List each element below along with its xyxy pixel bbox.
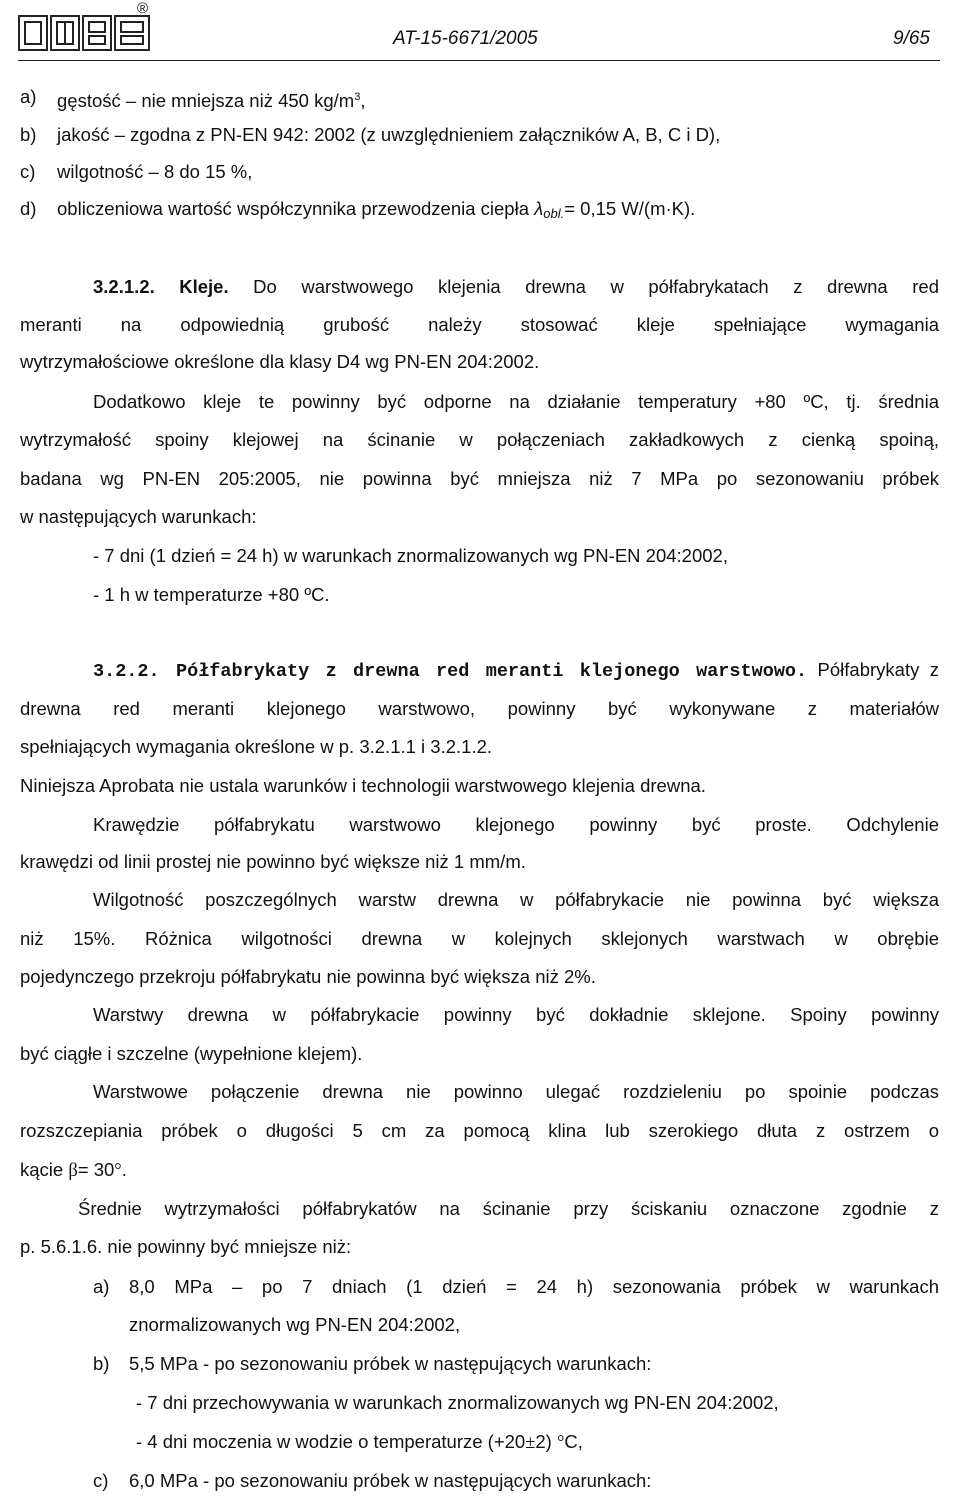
paragraph-line: Warstwowe połączenie drewna nie powinno ulegać rozdzieleniu po spoinie podczas <box>93 1081 939 1102</box>
paragraph-line: być ciągłe i szczelne (wypełnione klejem). <box>20 1043 363 1064</box>
list-text: znormalizowanych wg PN-EN 204:2002, <box>129 1314 461 1335</box>
text: . <box>121 1159 127 1180</box>
superscript: 3 <box>354 91 361 103</box>
paragraph-line <box>93 276 939 298</box>
paragraph-line: wytrzymałościowe określone dla klasy D4 wg PN-EN 204:2002. <box>20 351 540 372</box>
header-rule <box>18 60 940 61</box>
paragraph-line: niż 15%. Różnica wilgotności drewna w kolejnych sklejonych warstwach w obrębie <box>20 928 939 949</box>
list-text: 5,5 MPa - po sezonowaniu próbek w następujących warunkach: <box>129 1353 652 1374</box>
text: - 4 dni moczenia w wodzie o temperaturze (+20 <box>136 1431 526 1452</box>
paragraph-line: pojedynczego przekroju półfabrykatu nie powinna być większa niż 2%. <box>20 966 596 987</box>
page-header <box>0 0 960 62</box>
condition-item: - 1 h w temperaturze +80 ºC. <box>93 584 330 605</box>
list-text: 8,0 MPa – po 7 dniach (1 dzień = 24 h) sezonowania próbek w warunkach <box>129 1276 939 1297</box>
list-text <box>57 198 695 222</box>
list-text: jakość – zgodna z PN-EN 942: 2002 (z uwzględnieniem załączników A, B, C i D), <box>57 124 721 145</box>
paragraph-line: w następujących warunkach: <box>20 506 257 527</box>
list-text-tail: = 0,15 W/(m·K). <box>564 198 696 219</box>
paragraph-line: Wilgotność poszczególnych warstw drewna w półfabrykacie nie powinna być większa <box>93 889 939 910</box>
registered-mark: ® <box>137 0 149 17</box>
list-text-main: gęstość – nie mniejsza niż 450 kg/m <box>57 90 355 112</box>
paragraph-line: meranti na odpowiednią grubość należy stosować kleje spełniające wymagania <box>20 314 939 335</box>
text: Do warstwowego klejenia drewna w półfabrykatach z drewna red <box>253 276 939 297</box>
text: 2) <box>535 1431 552 1452</box>
section-heading: 3.2.1.2. Kleje. <box>93 276 229 297</box>
condition-item: - 7 dni przechowywania w warunkach znormalizowanych wg PN-EN 204:2002, <box>136 1392 779 1413</box>
list-label: d) <box>20 198 37 219</box>
paragraph-line <box>20 1159 127 1182</box>
beta-symbol: β <box>68 1161 78 1181</box>
text: C, <box>564 1431 583 1452</box>
paragraph-line: Dodatkowo kleje te powinny być odporne na działanie temperatury +80 ºC, tj. średnia <box>93 391 939 412</box>
degree-symbol: ° <box>556 1433 565 1453</box>
paragraph-line: Średnie wytrzymałości półfabrykatów na ścinanie przy ściskaniu oznaczone zgodnie z <box>78 1198 939 1219</box>
list-item <box>20 161 253 183</box>
list-text: 6,0 MPa - po sezonowaniu próbek w następujących warunkach: <box>129 1470 652 1491</box>
text: Półfabrykaty z <box>817 659 940 680</box>
condition-item: - 7 dni (1 dzień = 24 h) w warunkach znormalizowanych wg PN-EN 204:2002, <box>93 545 728 566</box>
paragraph-line: Niniejsza Aprobata nie ustala warunków i technologii warstwowego klejenia drewna. <box>20 775 706 796</box>
list-label: c) <box>93 1470 109 1491</box>
paragraph-line: drewna red meranti klejonego warstwowo, powinny być wykonywane z materiałów <box>20 698 939 719</box>
list-text <box>57 86 365 112</box>
paragraph-line: wytrzymałość spoiny klejowej na ścinanie w połączeniach zakładkowych z cienką spoiną, <box>20 429 939 450</box>
text: kącie <box>20 1159 64 1180</box>
list-item <box>20 198 696 221</box>
list-text-main: obliczeniowa wartość współczynnika przewodzenia ciepła <box>57 198 529 219</box>
paragraph-line: spełniających wymagania określone w p. 3.2.1.1 i 3.2.1.2. <box>20 736 493 757</box>
list-label: b) <box>20 124 37 145</box>
degree-symbol: ° <box>114 1161 122 1181</box>
itb-logo <box>18 8 152 52</box>
list-item <box>20 124 721 146</box>
paragraph-line: p. 5.6.1.6. nie powinny być mniejsze niż: <box>20 1236 352 1257</box>
list-label: b) <box>93 1353 110 1374</box>
paragraph-line: Krawędzie półfabrykatu warstwowo klejonego powinny być proste. Odchylenie <box>93 814 939 835</box>
text: = 30 <box>77 1159 115 1180</box>
plus-minus-symbol: ± <box>525 1433 536 1453</box>
list-label: c) <box>20 161 36 182</box>
paragraph-line: badana wg PN-EN 205:2005, nie powinna być mniejsza niż 7 MPa po sezonowaniu próbek <box>20 468 939 489</box>
paragraph-line <box>93 659 939 683</box>
paragraph-line: rozszczepiania próbek o długości 5 cm za pomocą klina lub szerokiego dłuta z ostrzem o <box>20 1120 939 1141</box>
document-number: AT-15-6671/2005 <box>393 28 538 49</box>
list-label: a) <box>93 1276 110 1297</box>
list-item <box>20 86 366 112</box>
list-text-tail: , <box>360 90 366 112</box>
condition-item <box>136 1431 583 1454</box>
paragraph-line: Warstwy drewna w półfabrykacie powinny być dokładnie sklejone. Spoiny powinny <box>93 1004 939 1025</box>
list-text: wilgotność – 8 do 15 %, <box>57 161 253 182</box>
page-number: 9/65 <box>893 28 930 49</box>
lambda-symbol: λ <box>534 198 544 219</box>
section-heading: 3.2.2. Półfabrykaty z drewna red meranti klejonego warstwowo. <box>93 661 808 682</box>
list-label: a) <box>20 86 37 107</box>
paragraph-line: krawędzi od linii prostej nie powinno być większe niż 1 mm/m. <box>20 851 526 872</box>
subscript: obl. <box>543 206 565 221</box>
